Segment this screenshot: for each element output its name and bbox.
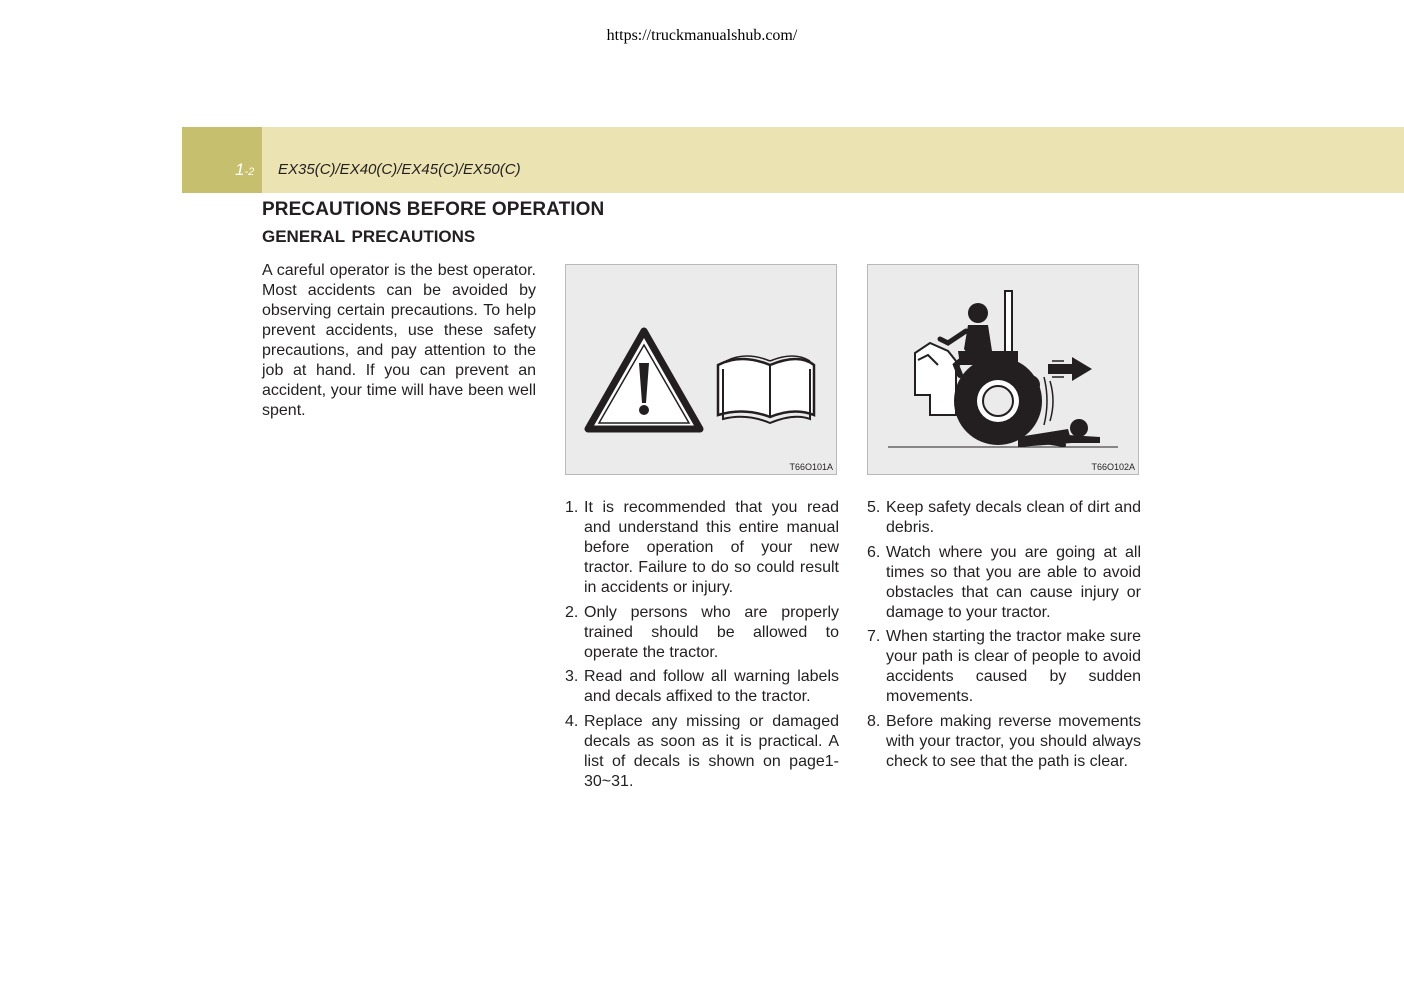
precautions-list-left — [565, 498, 839, 796]
list-item-text: Replace any missing or damaged decals as soon as it is practical. A list of decals is shown on page1-30~31. — [584, 712, 839, 790]
list-item-text: Keep safety decals clean of dirt and debris. — [886, 499, 1141, 536]
figure-warning-manual — [565, 264, 837, 475]
list-item-number: 2. — [565, 603, 579, 621]
list-item-text: Only persons who are properly trained should be allowed to operate the tractor. — [584, 603, 839, 661]
list-item — [867, 498, 1141, 538]
page-number-main: 1 — [235, 160, 245, 179]
section-subtitle: GENERAL PRECAUTIONS — [262, 227, 476, 246]
figure-code: T66O101A — [789, 462, 833, 472]
list-item-text: Read and follow all warning labels and decals affixed to the tractor. — [584, 668, 839, 705]
source-url: https://truckmanualshub.com/ — [606, 27, 798, 44]
open-book-icon — [718, 356, 814, 423]
list-item — [565, 712, 839, 792]
list-item — [867, 627, 1141, 707]
page-number — [235, 160, 254, 180]
list-item-text: It is recommended that you read and understand this entire manual before operation of your new tractor. Failure to do so could result in accidents or injury. — [584, 499, 839, 596]
figure-2-illustration — [868, 265, 1140, 476]
list-item-number: 4. — [565, 712, 579, 730]
list-item-number: 5. — [867, 499, 881, 516]
figure-tractor-hazard — [867, 264, 1139, 475]
header-band — [182, 127, 1404, 193]
figure-1-illustration — [566, 265, 838, 476]
list-item-text: When starting the tractor make sure your path is clear of people to avoid accidents caused by sudden movements. — [886, 628, 1141, 705]
warning-triangle-icon — [588, 331, 700, 429]
page-number-sub: -2 — [244, 166, 255, 178]
list-item — [565, 603, 839, 663]
section-title: PRECAUTIONS BEFORE OPERATION — [262, 199, 605, 220]
list-item-number: 7. — [867, 628, 881, 645]
list-item — [565, 498, 839, 598]
list-item-text: Before making reverse movements with your tractor, you should always check to see that the path is clear. — [886, 712, 1141, 770]
list-item-number: 3. — [565, 668, 579, 685]
list-item-text: Watch where you are going at all times so that you are able to avoid obstacles that can cause injury or damage to your tractor. — [886, 543, 1141, 621]
tractor-operator-icon — [915, 291, 1053, 445]
list-item — [867, 543, 1141, 623]
arrow-right-icon — [1048, 357, 1092, 381]
list-item-number: 6. — [867, 543, 881, 561]
intro-paragraph: A careful operator is the best operator. Most accidents can be avoided by observing certain precautions. To help prevent accidents, use these safety precautions, and pay attention to the job at hand. If you can prevent an accident, your time will have been well spent. — [262, 262, 536, 419]
figure-code: T66O102A — [1091, 462, 1135, 472]
precautions-list-right — [867, 498, 1141, 776]
list-item — [565, 667, 839, 707]
list-item-number: 1. — [565, 499, 579, 516]
list-item — [867, 712, 1141, 772]
model-name: EX35(C)/EX40(C)/EX45(C)/EX50(C) — [278, 161, 521, 178]
list-item-number: 8. — [867, 712, 881, 730]
